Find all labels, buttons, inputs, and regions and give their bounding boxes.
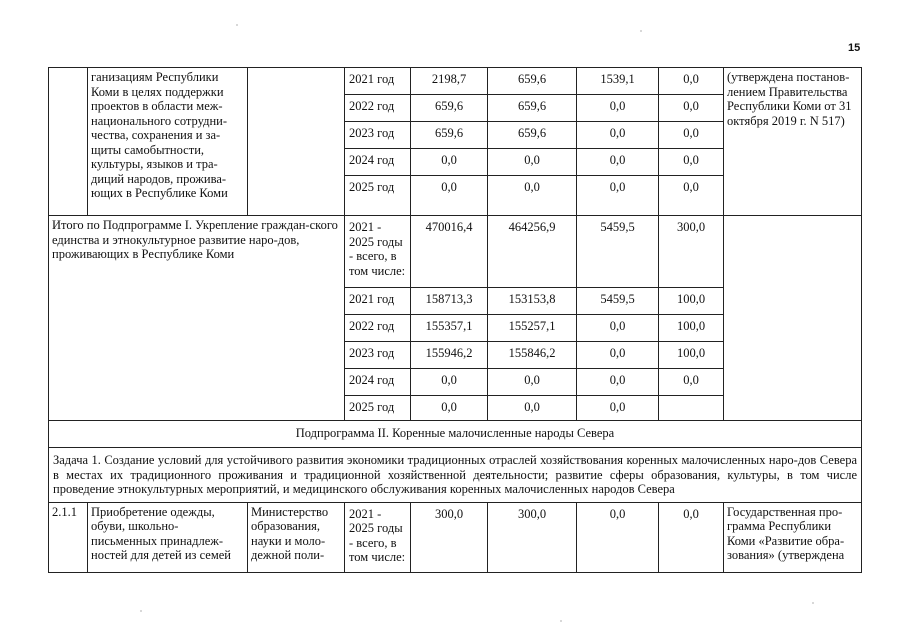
federal-budget-cell: 0,0: [577, 396, 659, 421]
executor-cell: Министерство образования, науки и моло-дежной поли-: [248, 502, 345, 572]
republic-budget-cell: 153153,8: [488, 288, 577, 315]
republic-budget-cell: 659,6: [488, 68, 577, 95]
task1-text: Задача 1. Создание условий для устойчивого развития экономики традиционных отраслей хозяйствования коренных малочисленных наро-дов Севера в местах их традиционного проживания и традиционной хозяйственной деятельности; развитие сферы образования, культуры, в том числе проведение этнокультурных мероприятий, и медицинского обслуживания коренных малочисленных народов Севера: [49, 448, 862, 503]
table-row: [49, 421, 862, 448]
republic-budget-cell: 0,0: [488, 149, 577, 176]
row-number-cell: [49, 68, 88, 216]
year-cell: 2022 год: [345, 95, 411, 122]
federal-budget-cell: 0,0: [577, 95, 659, 122]
total-cell: 0,0: [411, 396, 488, 421]
scan-speck: [812, 602, 814, 604]
scan-speck: [140, 610, 142, 612]
year-cell: 2021 год: [345, 288, 411, 315]
scan-speck: [560, 620, 562, 622]
table-row: [49, 448, 862, 503]
other-sources-cell: 100,0: [659, 288, 724, 315]
federal-budget-cell: 0,0: [577, 122, 659, 149]
year-cell: 2021 год: [345, 68, 411, 95]
total-cell: 470016,4: [411, 216, 488, 288]
federal-budget-cell: 0,0: [577, 342, 659, 369]
year-cell: 2024 год: [345, 369, 411, 396]
total-cell: 0,0: [411, 176, 488, 216]
other-sources-cell: 300,0: [659, 216, 724, 288]
federal-budget-cell: 0,0: [577, 149, 659, 176]
organization-text: ганизациям Республики Коми в целях поддержки проектов в области меж-национального сотрудни-чества, сохранения и за-щиты самобытности, культуры, языков и тра-диций народов, прожива-ющих в Республике Коми: [88, 68, 248, 216]
subprogram1-total-label: Итого по Подпрограмме I. Укрепление граждан-ского единства и этнокультурное развитие наро-дов, проживающих в Республике Коми: [49, 216, 345, 421]
period-cell: 2021 - 2025 годы - всего, в том числе:: [345, 502, 411, 572]
republic-budget-cell: 659,6: [488, 95, 577, 122]
scan-speck: [640, 30, 642, 32]
republic-budget-cell: 300,0: [488, 502, 577, 572]
total-cell: 155946,2: [411, 342, 488, 369]
activity-name: Приобретение одежды, обуви, школьно-письменных принадлеж-ностей для детей из семей: [88, 502, 248, 572]
year-cell: 2023 год: [345, 122, 411, 149]
other-sources-cell: 0,0: [659, 149, 724, 176]
year-cell: 2024 год: [345, 149, 411, 176]
year-cell: 2023 год: [345, 342, 411, 369]
federal-budget-cell: 0,0: [577, 369, 659, 396]
federal-budget-cell: 5459,5: [577, 288, 659, 315]
year-cell: 2025 год: [345, 176, 411, 216]
republic-budget-cell: 0,0: [488, 396, 577, 421]
table-row: [49, 502, 862, 572]
table-row: [49, 68, 862, 95]
total-cell: 659,6: [411, 122, 488, 149]
other-sources-cell: 0,0: [659, 502, 724, 572]
republic-budget-cell: 0,0: [488, 176, 577, 216]
other-sources-cell: 100,0: [659, 315, 724, 342]
period-cell: 2021 - 2025 годы - всего, в том числе:: [345, 216, 411, 288]
republic-budget-cell: 464256,9: [488, 216, 577, 288]
total-cell: 158713,3: [411, 288, 488, 315]
total-cell: 0,0: [411, 149, 488, 176]
table-row: [49, 216, 862, 288]
republic-budget-cell: 155846,2: [488, 342, 577, 369]
other-sources-cell: 0,0: [659, 176, 724, 216]
subprogram2-title: Подпрограмма II. Коренные малочисленные народы Севера: [49, 421, 862, 448]
other-sources-cell: 0,0: [659, 122, 724, 149]
program-note: (утверждена постанов-лением Правительства Республики Коми от 31 октября 2019 г. N 517): [724, 68, 862, 216]
federal-budget-cell: 0,0: [577, 502, 659, 572]
program-note: Государственная про-грамма Республики Коми «Развитие обра-зования» (утверждена: [724, 502, 862, 572]
year-cell: 2022 год: [345, 315, 411, 342]
other-sources-cell: 100,0: [659, 342, 724, 369]
executor-cell: [248, 68, 345, 216]
scan-speck: [236, 24, 238, 26]
republic-budget-cell: 155257,1: [488, 315, 577, 342]
other-sources-cell: [659, 396, 724, 421]
federal-budget-cell: 0,0: [577, 176, 659, 216]
total-cell: 659,6: [411, 95, 488, 122]
federal-budget-cell: 0,0: [577, 315, 659, 342]
total-cell: 0,0: [411, 369, 488, 396]
republic-budget-cell: 659,6: [488, 122, 577, 149]
year-cell: 2025 год: [345, 396, 411, 421]
other-sources-cell: 0,0: [659, 68, 724, 95]
page-number: 15: [848, 42, 861, 54]
other-sources-cell: 0,0: [659, 369, 724, 396]
total-cell: 2198,7: [411, 68, 488, 95]
budget-table: [48, 67, 862, 573]
other-sources-cell: 0,0: [659, 95, 724, 122]
total-cell: 300,0: [411, 502, 488, 572]
republic-budget-cell: 0,0: [488, 369, 577, 396]
federal-budget-cell: 5459,5: [577, 216, 659, 288]
program-note: [724, 216, 862, 421]
federal-budget-cell: 1539,1: [577, 68, 659, 95]
total-cell: 155357,1: [411, 315, 488, 342]
row-number-cell: 2.1.1: [49, 502, 88, 572]
